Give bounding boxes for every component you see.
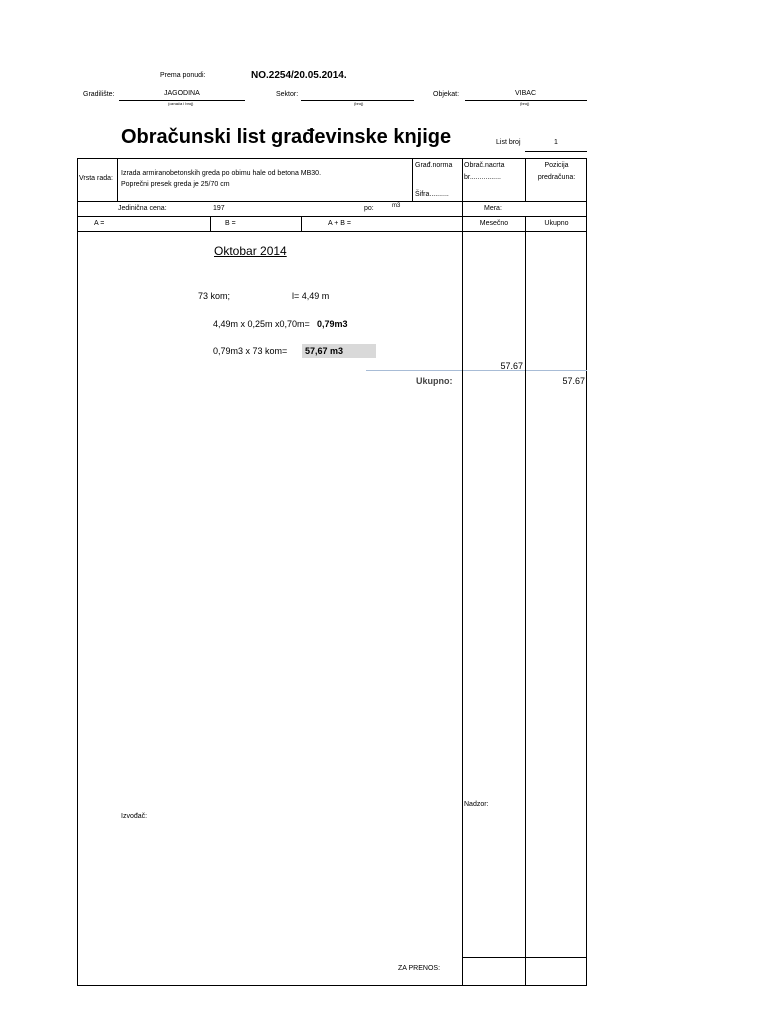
grad-norma-label: Građ.norma: [415, 162, 453, 169]
gradiliste-value: JAGODINA: [164, 90, 200, 97]
calc-volume-result: 0,79m3: [317, 319, 348, 329]
sektor-label: Sektor:: [276, 91, 299, 98]
col-divider: [210, 216, 211, 231]
gradiliste-sub: (označa i broj): [168, 101, 194, 106]
vrsta-rada-line1: Izrada armiranobetonskih greda po obimu hale od betona MB30.: [121, 170, 322, 177]
nadzor-label: Nadzor:: [464, 801, 489, 808]
col-divider: [462, 158, 463, 986]
calc-volume-formula: 4,49m x 0,25m x0,70m=: [213, 319, 310, 329]
obrac-nacrta-label: Obrač.nacrta: [464, 162, 505, 169]
list-broj-label: List broj: [496, 139, 521, 146]
page-title: Obračunski list građevinske knjige: [121, 126, 452, 148]
col-ukupno-header: Ukupno: [544, 220, 569, 227]
objekat-label: Objekat:: [433, 91, 460, 98]
mesecno-value: 57.67: [500, 361, 523, 371]
po-label: po:: [364, 205, 374, 212]
objekat-sub: (broj): [520, 101, 530, 106]
sifra-label: Šifra..........: [415, 191, 449, 198]
pozicija-predracuna: predračuna:: [537, 174, 576, 181]
list-broj-underline: [525, 151, 587, 152]
col-a-header: A =: [94, 220, 105, 227]
sektor-sub: (broj): [354, 101, 364, 106]
vrsta-rada-label: Vrsta rada:: [79, 175, 113, 182]
form-table: [77, 158, 587, 986]
col-divider: [301, 216, 302, 231]
izvodjac-label: Izvođač:: [121, 813, 148, 820]
objekat-value: VIBAC: [515, 90, 537, 97]
pozicija-label: Pozicija: [544, 162, 569, 169]
col-ab-header: A + B =: [328, 220, 351, 227]
calc-total-result: 57,67 m3: [305, 346, 344, 356]
calc-total-formula: 0,79m3 x 73 kom=: [213, 346, 288, 356]
col-divider: [525, 216, 526, 986]
gradiliste-label: Gradilište:: [83, 91, 115, 98]
calc-length: l= 4,49 m: [292, 291, 330, 301]
month-heading: Oktobar 2014: [214, 244, 287, 258]
po-value: m3: [392, 203, 401, 209]
prema-ponudi-value: NO.2254/20.05.2014.: [251, 70, 347, 81]
col-divider: [412, 158, 413, 201]
ukupno-label: Ukupno:: [416, 376, 453, 386]
calc-count: 73 kom;: [198, 291, 231, 301]
row-divider: [77, 201, 587, 202]
col-mesecno-header: Mesečno: [479, 220, 509, 227]
col-divider: [117, 158, 118, 201]
jedinicna-cena-value: 197: [213, 205, 225, 212]
obrac-nacrta-br: br................: [464, 174, 501, 181]
row-divider: [77, 216, 587, 217]
za-prenos-label: ZA PRENOS:: [398, 965, 441, 972]
mera-label: Mera:: [484, 205, 502, 212]
col-b-header: B =: [225, 220, 236, 227]
vrsta-rada-line2: Poprečni presek greda je 25/70 cm: [121, 181, 230, 188]
prema-ponudi-label: Prema ponudi:: [160, 72, 206, 79]
row-divider: [77, 231, 587, 232]
ukupno-value: 57.67: [562, 376, 585, 386]
jedinicna-cena-label: Jedinična cena:: [118, 205, 167, 212]
list-broj-value: 1: [554, 139, 558, 146]
